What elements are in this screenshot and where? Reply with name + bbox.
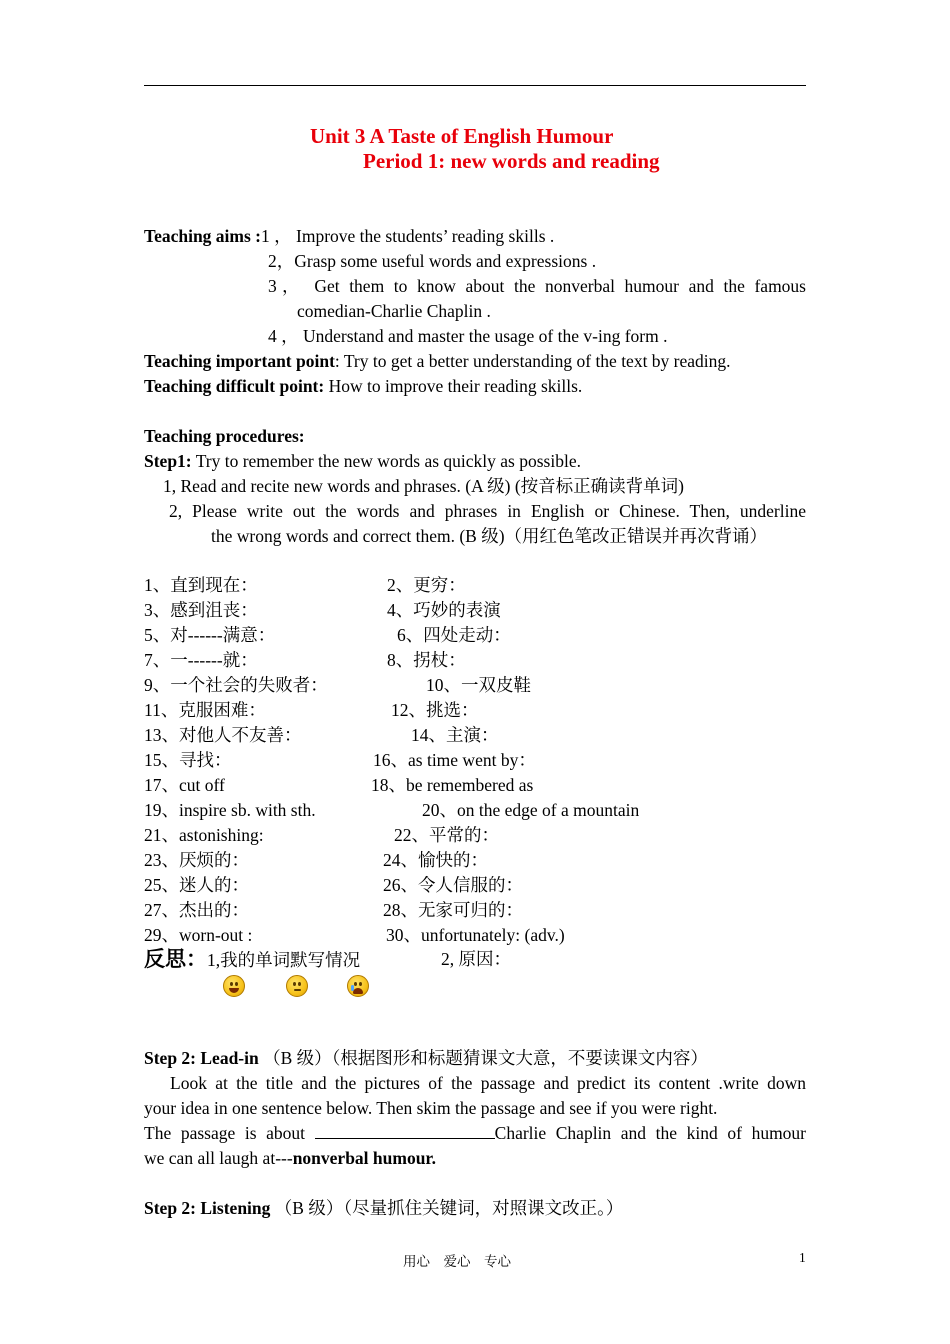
leadin-para-3-post: Charlie Chaplin and the kind of humour <box>494 1123 807 1143</box>
aim-item-4: 4 ， Understand and master the usage of the v-ing form . <box>268 326 668 346</box>
crying-face-icon[interactable] <box>347 975 369 997</box>
vocab-item: 14、主演： <box>411 725 499 745</box>
vocab-item: 18、be remembered as <box>371 775 534 795</box>
leadin-para-4 <box>144 1146 436 1171</box>
leadin-para-2: your idea in one sentence below. Then skim the passage and see if you were right. <box>144 1098 718 1118</box>
difficult-text: How to improve their reading skills. <box>324 376 583 396</box>
aims-row-1 <box>144 224 554 249</box>
important-point <box>144 349 731 374</box>
vocab-item: 4、巧妙的表演 <box>387 600 501 620</box>
leadin-para-3-pre: The passage is about <box>144 1123 315 1143</box>
leadin-para-3 <box>144 1121 806 1146</box>
vocab-item: 26、令人信服的： <box>383 875 523 895</box>
vocab-item: 22、平常的： <box>394 825 499 845</box>
step1-line <box>144 449 581 474</box>
vocab-item: 17、cut off <box>144 775 225 795</box>
vocab-item: 12、挑选： <box>391 700 479 720</box>
aim-item-3: 3， Get them to know about the nonverbal humour and the famous <box>268 276 806 296</box>
vocab-item: 30、unfortunately: (adv.) <box>386 925 565 945</box>
vocab-item: 15、寻找： <box>144 750 232 770</box>
footer-motto: 用心 爱心 专心 <box>403 1254 511 1269</box>
step1-sub-2: 2, Please write out the words and phrases in English or Chinese. Then, underline <box>169 501 806 521</box>
unit-title: Unit 3 A Taste of English Humour <box>310 124 614 148</box>
reflection-label: 反思： <box>144 947 207 971</box>
page-number: 1 <box>799 1250 806 1265</box>
vocab-item: 13、对他人不友善： <box>144 725 302 745</box>
reflection-q1: 1,我的单词默写情况 <box>207 950 361 970</box>
important-label: Teaching important point <box>144 351 335 371</box>
step1-sub-1: 1, Read and recite new words and phrases. (A 级) (按音标正确读背单词) <box>163 476 684 496</box>
leadin-para-4-pre: we can all laugh at--- <box>144 1148 293 1168</box>
difficult-label: Teaching difficult point: <box>144 376 325 396</box>
aims-label: Teaching aims : <box>144 226 262 246</box>
vocab-item: 24、愉快的： <box>383 850 488 870</box>
happy-face-icon[interactable] <box>223 975 245 997</box>
vocab-item: 20、on the edge of a mountain <box>422 800 640 820</box>
step1-label: Step1: <box>144 451 192 471</box>
vocab-item: 3、感到沮丧： <box>144 600 258 620</box>
vocab-item: 29、worn-out : <box>144 925 253 945</box>
aim-item-2: 2，Grasp some useful words and expressions . <box>268 251 597 271</box>
step2-leadin-heading <box>144 1046 708 1071</box>
vocab-item: 1、直到现在： <box>144 575 258 595</box>
vocab-item: 27、杰出的： <box>144 900 249 920</box>
vocab-item: 28、无家可归的： <box>383 900 523 920</box>
step1-sub-2-cont: the wrong words and correct them. (B 级)（用红色笔改正错误并再次背诵） <box>211 526 768 546</box>
step2-listening-note: （B 级）（尽量抓住关键词，对照课文改正。） <box>270 1198 624 1218</box>
vocab-item: 9、一个社会的失败者： <box>144 675 328 695</box>
header-rule <box>144 85 806 86</box>
vocab-item: 11、克服困难： <box>144 700 266 720</box>
vocab-item: 8、拐杖： <box>387 650 466 670</box>
important-text: : Try to get a better understanding of the text by reading. <box>334 351 731 371</box>
step2-listening-heading <box>144 1196 623 1221</box>
leadin-para-4-bold: nonverbal humour. <box>292 1148 436 1168</box>
vocab-item: 16、as time went by： <box>373 750 536 770</box>
vocab-item: 5、对------满意： <box>144 625 276 645</box>
vocab-item: 25、迷人的： <box>144 875 249 895</box>
answer-blank[interactable] <box>315 1121 495 1139</box>
step1-text: Try to remember the new words as quickly as possible. <box>191 451 581 471</box>
step2-listening-label: Step 2: Listening <box>144 1198 271 1218</box>
vocab-item: 19、inspire sb. with sth. <box>144 800 316 820</box>
leadin-para-1: Look at the title and the pictures of the passage and predict its content .write down <box>170 1073 806 1093</box>
vocab-item: 7、一------就： <box>144 650 258 670</box>
vocab-item: 2、更穷： <box>387 575 466 595</box>
vocab-item: 10、一双皮鞋 <box>426 675 531 695</box>
difficult-point <box>144 374 582 399</box>
aim-item-1: 1 ， Improve the students’ reading skills . <box>261 226 555 246</box>
neutral-face-icon[interactable] <box>286 975 308 997</box>
vocab-item: 6、四处走动： <box>397 625 511 645</box>
reflection-row <box>144 947 360 973</box>
step2-leadin-label: Step 2: Lead-in <box>144 1048 259 1068</box>
reflection-q2: 2, 原因： <box>441 949 511 969</box>
procedures-heading: Teaching procedures: <box>144 426 305 446</box>
aim-item-3-cont: comedian-Charlie Chaplin . <box>297 301 491 321</box>
step2-leadin-note: （B 级）（根据图形和标题猜课文大意，不要读课文内容） <box>258 1048 708 1068</box>
vocab-item: 21、astonishing: <box>144 825 264 845</box>
vocab-item: 23、厌烦的： <box>144 850 249 870</box>
period-subtitle: Period 1: new words and reading <box>363 149 660 173</box>
